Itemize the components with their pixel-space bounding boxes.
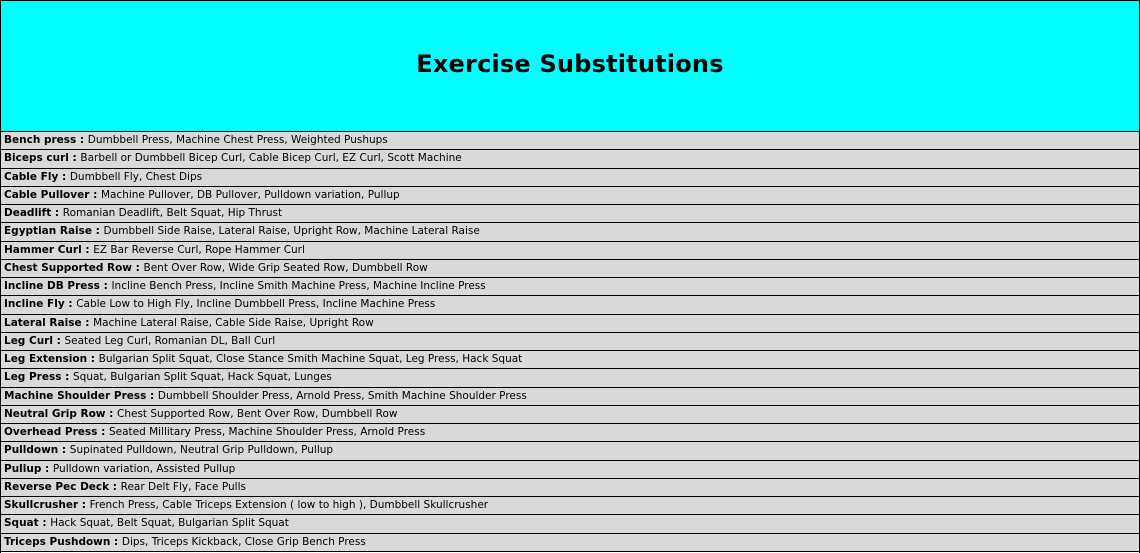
list-item[interactable] (1, 260, 1139, 278)
exercise-name: Triceps Pushdown (4, 535, 111, 548)
list-item[interactable] (1, 388, 1139, 406)
exercise-name: Biceps curl (4, 152, 69, 165)
list-item[interactable] (1, 369, 1139, 387)
list-item[interactable] (1, 534, 1139, 552)
substitutions-text: Chest Supported Row, Bent Over Row, Dumbbell Row (117, 407, 398, 420)
substitutions-text: Hack Squat, Belt Squat, Bulgarian Split Squat (50, 517, 289, 530)
exercise-name: Pulldown (4, 444, 59, 457)
substitutions-text: French Press, Cable Triceps Extension ( low to high ), Dumbbell Skullcrusher (89, 499, 489, 511)
exercise-name: Deadlift (4, 207, 52, 219)
separator: : (105, 407, 118, 420)
separator: : (76, 134, 88, 146)
substitution-list (1, 132, 1139, 552)
exercise-name: Cable Fly (4, 170, 59, 183)
substitutions-text: EZ Bar Reverse Curl, Rope Hammer Curl (93, 243, 305, 256)
list-item[interactable] (1, 223, 1139, 241)
exercise-name: Leg Extension (4, 353, 88, 365)
substitutions-text: Barbell or Dumbbell Bicep Curl, Cable Bicep Curl, EZ Curl, Scott Machine (80, 152, 462, 165)
list-item[interactable] (1, 351, 1139, 369)
exercise-name: Incline Fly (4, 298, 65, 311)
substitutions-text: Bent Over Row, Wide Grip Seated Row, Dumbbell Row (143, 261, 428, 274)
substitutions-text: Squat, Bulgarian Split Squat, Hack Squat, Lunges (73, 371, 332, 384)
substitutions-text: Supinated Pulldown, Neutral Grip Pulldown, Pullup (69, 444, 334, 457)
substitutions-text: Dumbbell Fly, Chest Dips (69, 170, 203, 183)
separator: : (41, 462, 53, 475)
list-item[interactable] (1, 205, 1139, 223)
separator: : (110, 535, 122, 548)
substitutions-text: Machine Pullover, DB Pullover, Pulldown variation, Pullup (100, 188, 400, 201)
list-item[interactable] (1, 424, 1139, 442)
separator: : (78, 499, 90, 511)
list-item[interactable] (1, 242, 1139, 260)
exercise-name: Egyptian Raise (4, 225, 93, 238)
separator: : (87, 353, 99, 365)
substitutions-text: Seated Millitary Press, Machine Shoulder Press, Arnold Press (108, 426, 426, 438)
separator: : (146, 389, 158, 402)
page-title: Exercise Substitutions (416, 50, 724, 78)
substitutions-text: Machine Lateral Raise, Cable Side Raise, Upright Row (93, 316, 374, 329)
substitutions-text: Dips, Triceps Kickback, Close Grip Bench Press (121, 535, 366, 548)
separator: : (81, 243, 94, 256)
list-item[interactable] (1, 132, 1139, 150)
separator: : (68, 152, 81, 165)
exercise-name: Bench press (4, 134, 77, 146)
exercise-name: Chest Supported Row (4, 261, 132, 274)
exercise-name: Lateral Raise (4, 316, 82, 329)
separator: : (64, 298, 77, 311)
list-item[interactable] (1, 150, 1139, 168)
separator: : (81, 316, 94, 329)
separator: : (58, 444, 70, 457)
exercise-name: Leg Curl (4, 334, 53, 347)
separator: : (89, 188, 101, 201)
exercise-name: Neutral Grip Row (4, 407, 106, 420)
substitutions-text: Seated Leg Curl, Romanian DL, Ball Curl (64, 334, 276, 347)
separator: : (52, 334, 65, 347)
substitutions-text: Dumbbell Side Raise, Lateral Raise, Upright Row, Machine Lateral Raise (103, 225, 480, 238)
list-item[interactable] (1, 515, 1139, 533)
substitutions-text: Cable Low to High Fly, Incline Dumbbell Press, Incline Machine Press (76, 298, 436, 311)
substitutions-text: Rear Delt Fly, Face Pulls (120, 480, 246, 493)
exercise-name: Hammer Curl (4, 243, 82, 256)
exercise-name: Reverse Pec Deck (4, 480, 110, 493)
list-item[interactable] (1, 333, 1139, 351)
separator: : (97, 426, 109, 438)
substitutions-text: Dumbbell Shoulder Press, Arnold Press, Smith Machine Shoulder Press (157, 389, 527, 402)
separator: : (51, 207, 63, 219)
exercise-name: Squat (4, 517, 39, 530)
substitutions-text: Romanian Deadlift, Belt Squat, Hip Thrust (62, 207, 283, 219)
separator: : (109, 480, 121, 493)
exercise-name: Skullcrusher (4, 499, 79, 511)
exercise-name: Machine Shoulder Press (4, 389, 147, 402)
list-item[interactable] (1, 406, 1139, 424)
exercise-name: Pullup (4, 462, 42, 475)
list-item[interactable] (1, 461, 1139, 479)
substitutions-text: Pulldown variation, Assisted Pullup (52, 462, 236, 475)
exercise-name: Cable Pullover (4, 188, 90, 201)
exercise-name: Incline DB Press (4, 280, 100, 292)
substitutions-text: Incline Bench Press, Incline Smith Machine Press, Machine Incline Press (111, 280, 486, 292)
list-item[interactable] (1, 442, 1139, 460)
list-item[interactable] (1, 187, 1139, 205)
separator: : (38, 517, 51, 530)
substitutions-text: Bulgarian Split Squat, Close Stance Smith Machine Squat, Leg Press, Hack Squat (98, 353, 523, 365)
title-header (1, 0, 1139, 132)
separator: : (132, 261, 144, 274)
separator: : (58, 170, 70, 183)
list-item[interactable] (1, 278, 1139, 296)
list-item[interactable] (1, 296, 1139, 314)
substitutions-text: Dumbbell Press, Machine Chest Press, Weighted Pushups (87, 134, 388, 146)
exercise-name: Leg Press (4, 371, 62, 384)
list-item[interactable] (1, 315, 1139, 333)
list-item[interactable] (1, 479, 1139, 497)
exercise-name: Overhead Press (4, 426, 98, 438)
list-item[interactable] (1, 169, 1139, 187)
separator: : (99, 280, 112, 292)
separator: : (61, 371, 73, 384)
list-item[interactable] (1, 497, 1139, 515)
separator: : (92, 225, 104, 238)
